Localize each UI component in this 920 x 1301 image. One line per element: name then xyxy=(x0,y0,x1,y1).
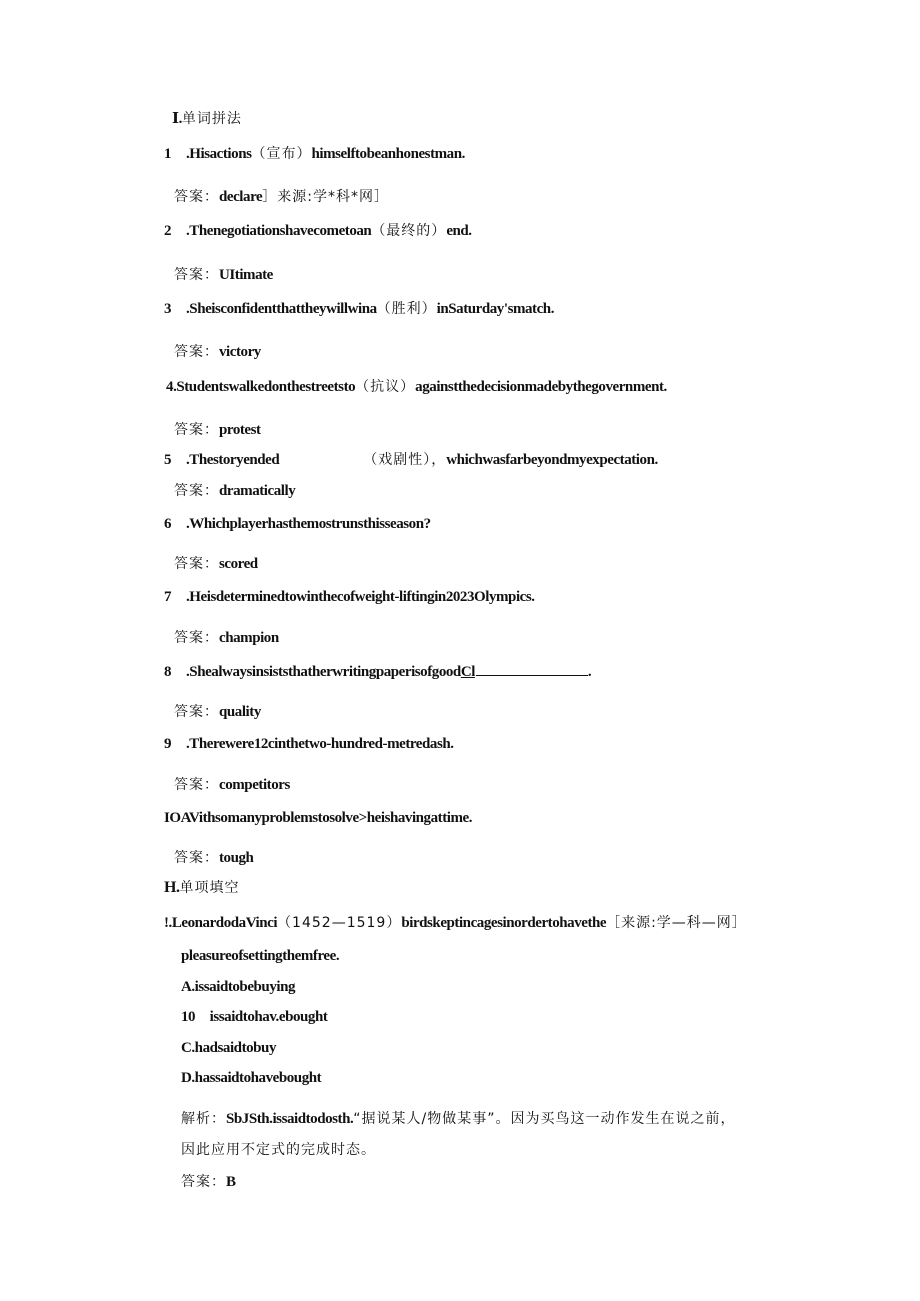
answer-value: declare xyxy=(219,189,263,205)
answer-label: 答案： xyxy=(174,422,219,438)
answer-1 xyxy=(174,187,389,207)
answer-label: 答案： xyxy=(174,556,219,572)
question-number: 5 xyxy=(164,452,172,468)
question-4 xyxy=(166,377,667,397)
question-number: 1 xyxy=(164,146,172,162)
answer-value: protest xyxy=(219,422,261,438)
question-hint: （胜利） xyxy=(376,301,437,317)
option-c: C.hadsaidtobuy xyxy=(181,1040,276,1056)
answer-label: 答案： xyxy=(174,850,219,866)
question-number: 7 xyxy=(164,589,172,605)
question-1 xyxy=(164,144,465,164)
source-note: ］来源:学*科*网］ xyxy=(262,189,389,205)
answer-label: 答案： xyxy=(174,344,219,360)
section-2-mark: H. xyxy=(164,879,180,896)
question-hint: （抗议） xyxy=(355,379,416,395)
section-1-title: 单词拼法 xyxy=(181,111,242,127)
answer-label: 答案： xyxy=(174,777,219,793)
answer-value: scored xyxy=(219,556,258,572)
answer-value: champion xyxy=(219,630,279,646)
question-years: （1452—1519） xyxy=(277,915,402,931)
question-hint: （戏剧性）， xyxy=(363,452,447,468)
question-text: .Heisdeterminedtowinthecofweight-liftingin2023Olympics. xyxy=(186,589,535,605)
question-text: .Studentswalkedonthestreetsto xyxy=(173,379,356,395)
mc-question-line-2: pleasureofsettingthemfree. xyxy=(181,948,340,964)
question-6 xyxy=(164,514,431,534)
answer-7 xyxy=(174,628,279,648)
question-text: .Shealwaysinsiststhatherwritingpaperisofgood xyxy=(186,664,461,680)
answer-mc xyxy=(181,1172,236,1192)
question-hint: （宣布） xyxy=(251,146,312,162)
section-1-heading xyxy=(172,109,242,129)
question-3 xyxy=(164,299,554,319)
question-text-end: . xyxy=(587,664,592,680)
question-text: .Hisactions xyxy=(186,146,252,162)
answer-value: dramatically xyxy=(219,483,296,499)
question-number: 2 xyxy=(164,223,172,239)
question-text: .Sheisconfidentthattheywillwina xyxy=(186,301,377,317)
answer-label: 答案： xyxy=(174,704,219,720)
question-5 xyxy=(164,450,658,470)
question-number: 4 xyxy=(166,379,174,395)
question-text-mid: birdskeptincagesinordertohavethe xyxy=(401,915,607,931)
analysis-line-1 xyxy=(181,1109,736,1129)
section-2-title: 单项填空 xyxy=(179,880,240,896)
question-text: AVithsomanyproblemstosolve>heishavingattime. xyxy=(180,810,473,826)
answer-value: competitors xyxy=(219,777,290,793)
question-number: 8 xyxy=(164,664,172,680)
analysis-line-2: 因此应用不定式的完成时态。 xyxy=(181,1142,376,1158)
question-text: .Therewere12cinthetwo-hundred-metredash. xyxy=(186,736,454,752)
question-text: !.LeonardodaVinci xyxy=(164,915,278,931)
answer-value: B xyxy=(226,1174,236,1190)
answer-4 xyxy=(174,420,261,440)
answer-5 xyxy=(174,481,295,501)
blank-line xyxy=(476,661,588,676)
option-a: A.issaidtobebuying xyxy=(181,979,296,995)
answer-label: 答案： xyxy=(174,189,219,205)
question-text: .Thenegotiationshavecometoan xyxy=(186,223,372,239)
answer-label: 答案： xyxy=(174,630,219,646)
question-text: .Thestoryended xyxy=(186,452,280,468)
question-text-end: end. xyxy=(446,223,472,239)
answer-value: quality xyxy=(219,704,261,720)
question-2 xyxy=(164,221,472,241)
mc-question-line-1 xyxy=(164,913,747,933)
answer-10 xyxy=(174,848,253,868)
question-8 xyxy=(164,661,591,682)
answer-label: 答案： xyxy=(174,267,219,283)
question-text-end: himselftobeanhonestman. xyxy=(311,146,465,162)
answer-label: 答案： xyxy=(174,483,219,499)
question-text-end: whichwasfarbeyondmyexpectation. xyxy=(446,452,658,468)
answer-value: tough xyxy=(219,850,254,866)
question-number: IO xyxy=(164,810,181,826)
question-text-end: inSaturday'smatch. xyxy=(436,301,554,317)
answer-label: 答案： xyxy=(181,1174,226,1190)
answer-9 xyxy=(174,775,290,795)
answer-6 xyxy=(174,554,258,574)
section-1-mark: Ⅰ. xyxy=(172,111,182,127)
question-7 xyxy=(164,587,535,607)
source-note: ［来源:学—科—网］ xyxy=(606,915,747,931)
question-9 xyxy=(164,734,454,754)
question-text: .Whichplayerhasthemostrunsthisseason? xyxy=(186,516,431,532)
section-2-heading xyxy=(164,878,240,898)
analysis-label: 解析： xyxy=(181,1111,226,1127)
question-number: 6 xyxy=(164,516,172,532)
question-10 xyxy=(164,808,472,828)
underlined-letters: Cl xyxy=(460,664,475,680)
analysis-phrase: SbJSth.issaidtodosth. xyxy=(226,1111,354,1127)
question-hint: （最终的） xyxy=(371,223,447,239)
answer-2 xyxy=(174,265,273,285)
question-number: 3 xyxy=(164,301,172,317)
answer-value: UItimate xyxy=(219,267,273,283)
answer-3 xyxy=(174,342,261,362)
option-d: D.hassaidtohavebought xyxy=(181,1070,322,1086)
question-text-end: againstthedecisionmadebythegovernment. xyxy=(415,379,667,395)
question-number: 9 xyxy=(164,736,172,752)
answer-value: victory xyxy=(219,344,261,360)
analysis-text: “据说某人/物做某事”。因为买鸟这一动作发生在说之前， xyxy=(353,1111,736,1127)
answer-8 xyxy=(174,702,261,722)
option-b: 10 issaidtohav.ebought xyxy=(181,1009,328,1025)
